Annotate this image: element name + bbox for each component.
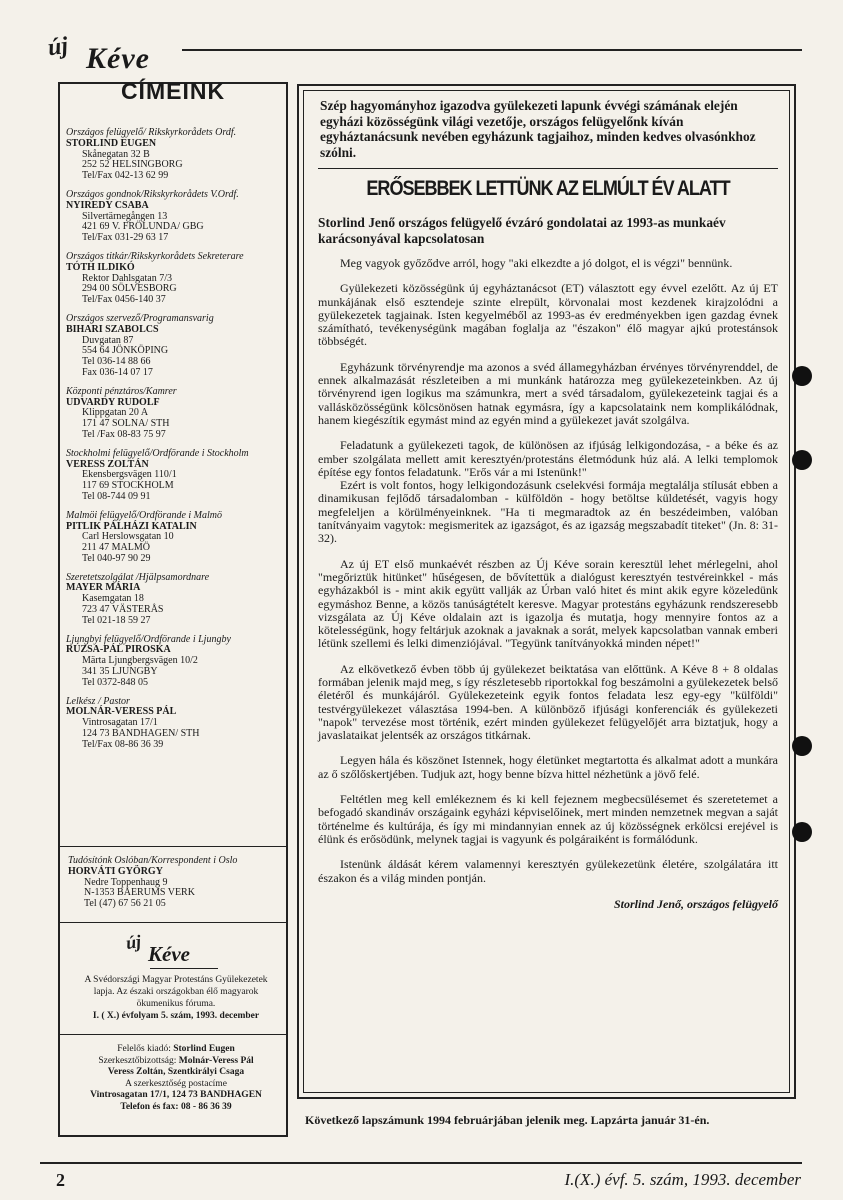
article-headline: ERŐSEBBEK LETTÜNK AZ ELMÚLT ÉV ALATT [366,177,730,201]
contact-address-line: Tel /Fax 08-83 75 97 [82,428,166,440]
article-paragraph: Feltétlen meg kell emlékeznem és ki kell fejeznem megbecsülésemet és szeretetemet a befogadó skandináv országaink egyházi képviselőinek, mert minden nemzetnek megvan a saját történelme és kultúrája, és így mi mindannyian ennek az új közösségnek erkölcsi erejével is élünk és erősödünk, melynek tagjai is vagyunk és polgáraiként is formálódunk. [318,792,778,846]
article-paragraph: Istenünk áldását kérem valamennyi keresztyén gyülekezetünk életére, szolgálatára itt északon és a világ minden pontján. [318,857,778,885]
article-paragraph: Egyházunk törvényrendje ma azonos a svéd államegyházban érvényes törvényrenddel, de ennek alkalmazását részleteiben a mi munkánk határozza meg gyülekezeteinkben. Az új törvényrend igen logikus ma számunkra, mert a svéd társadalom, gyülekezeteink tagjai és a vallásközösségünk kölcsönösen hatnak egymásra, így a kapcsolataink nem komplikálódnak, hanem kiegészítik egymást mind az egyén mind a gyülekezet javát szolgálva. [318,359,778,427]
page-number: 2 [56,1170,65,1190]
masthead-rule [182,49,802,51]
footer-rule [40,1162,802,1164]
article-subhead: Storlind Jenő országos felügyelő évzáró gondolatai az 1993-as munkaév karácsonyával kapcsolatosan [318,215,726,247]
contact-role: Lelkész / Pastor [66,695,130,707]
article-lead: Szép hagyományhoz igazodva gyülekezeti lapunk évvégi számának elején egyházi közösségünk világi vezetője, országos felügyelőnk kíván egyháztanácsunk nevében egyházunk tagjaihoz, minden kedves olvasónkhoz szólni. [320,98,756,160]
contact-address-line: Vintrosagatan 17/1 [82,717,158,729]
article-paragraph: Az elkövetkező évben több új gyülekezet beiktatása van előttünk. A Kéve 8 + 8 oldalas formában jelenik majd meg, s így részletesebb riportokkal fog beszámolni a gyülekezetek belső életéről és munkájáról. Gyülekezeteink egyik fontos feladata lesz egy-egy "külföldi" testvérgyülekezet választása 1994-ben. A különböző ifjúsági konferenciák és gyülekezeti "napok" tervezése most történik, ezért minden gyülekezet felügyelőjét arra biztatjuk, hogy a javaslataikat jelentsék az országos titkárnak. [318,661,778,743]
oslo-role: Tudósítónk Oslóban/Korrespondent i Oslo [68,855,238,866]
editorial-credits [64,1044,288,1114]
contact-address-line: 723 47 VÄSTERÅS [82,604,164,616]
contact-address-line: Duvgatan 87 [82,334,134,346]
contact-name: RÚZSA-PÁL PIROSKA [66,644,171,656]
contact-address-line: 294 00 SÖLVESBORG [82,283,177,295]
contact-name: BIHARI SZABOLCS [66,323,159,335]
contact-entry [66,697,290,751]
contact-address-line: 211 47 MALMÖ [82,542,150,554]
addresses-title: CÍMEINK [120,78,226,104]
credit-value: Veress Zoltán, Szentkirályi Csaga [107,1067,245,1078]
masthead-uj: új [46,32,70,62]
binder-hole-icon [792,736,812,756]
contact-entry [66,128,290,182]
contact-address-line: Märta Ljungbergsvägen 10/2 [82,655,198,667]
contact-role: Stockholmi felügyelő/Ordförande i Stockholm [66,447,249,459]
contact-name: NYIREDY CSABA [66,199,149,211]
credit-label: Szerkesztőbizottság: [98,1055,179,1066]
contact-entry [66,635,290,689]
masthead-keve: Kéve [86,42,150,75]
pubinfo-line: A Svédországi Magyar Protestáns Gyülekezetek [84,975,268,985]
contact-entry [66,314,290,379]
contact-name: TÓTH ILDIKÓ [66,261,135,273]
pubinfo-line: ökumenikus fóruma. [136,999,216,1009]
contact-role: Országos gondnok/Rikskyrkorådets V.Ordf. [66,188,239,200]
contact-address-line: Skånegatan 32 B [82,148,150,160]
article-body [318,257,778,885]
contact-address-line: Carl Herslowsgatan 10 [82,531,174,543]
contact-name: PITLIK PÁLHÁZI KATALIN [66,520,197,532]
credit-label: A szerkesztőség postacíme [125,1078,227,1089]
small-logo [124,932,224,972]
contact-name: VERESS ZOLTÁN [66,458,149,470]
binder-hole-icon [792,450,812,470]
next-issue-note: Következő lapszámunk 1994 februárjában jelenik meg. Lapzárta január 31-én. [305,1113,710,1127]
pubinfo-line: lapja. Az északi országokban élő magyarok [93,987,259,997]
article-paragraph: Az új ET első munkaévét részben az Új Kéve sorain keresztül lehet mérlegelni, ahol "megőriztük hitünket" hűségesen, de bővítettük a dialógust keresztyén testvéreinkkel - más egyházakból is - mint akik együtt vallják az Úrban való hitet és mint akik egyre közeledünk egymáshoz Benne, a közös tanúságtételt keresve. Magyar protestáns egyházunk rendszeresebb vizsgálata az Új Kéve oldalain azt is igazolja és mutatja, hogy mennyire fontos az a kötelességünk, hogy feltárjuk azoknak a javaknak a sorát, melyek kapcsolatban vannak emberi létünk szellemi és lelki dimenziójával. "Tegyünk tanítványokká minden népet!" [318,556,778,651]
contact-address-line: Tel 036-14 88 66 [82,356,151,368]
contact-entry [66,252,290,306]
contact-name: UDVARDY RUDOLF [66,396,160,408]
publication-info [64,974,288,1022]
article [318,98,778,912]
oslo-correspondent [68,856,288,910]
small-logo-rule [150,968,218,969]
contact-name: MAYER MÁRIA [66,582,141,594]
contact-address-line: Ekensbergsvägen 110/1 [82,469,177,481]
contact-role: Országos szervező/Programansvarig [66,312,214,324]
contact-name: MOLNÁR-VERESS PÁL [66,706,177,718]
article-paragraph: Feladatunk a gyülekezeti tagok, de különösen az ifjúság lelkigondozása, - a béke és az ember szolgálata mellett amit keresztyén/protestáns életmódunk húz alá. A lelki templomok építése egy fontos feladatunk. "Erős vár a mi Istenünk!" [318,438,778,479]
article-paragraph: Ezért is volt fontos, hogy lelkigondozásunk cselekvési formája megtalálja stílusát ebben a dinamikusan fejlődő társadalomban - külföldön - hogy betöltse küldetését, vagyis hogy megfeleljen a körülményeinknek. "Ha ti megmaradtok az én beszédeimben, valóban tanítványaim vagytok: megismeritek az igazságot, és az igazság megszabadít titeket" (Jn. 8: 31-32). [318,478,778,546]
credit-line [64,1056,288,1068]
contact-address-line: 252 52 HELSINGBORG [82,159,183,171]
credit-line [64,1090,288,1102]
contact-address-line: 421 69 V. FRÖLUNDA/ GBG [82,221,204,233]
article-paragraph: Legyen hála és köszönet Istennek, hogy életünket megtartotta és alkalmat adott a munkára az ő szőlőskertjében. Tudjuk azt, hogy benne bízva hittel nézhetünk a jövő felé. [318,753,778,781]
contact-address-line: Tel/Fax 0456-140 37 [82,294,166,306]
credit-value: Telefon és fax: 08 - 86 36 39 [120,1101,232,1112]
contact-role: Központi pénztáros/Kamrer [66,385,177,397]
contact-name: STORLIND EUGEN [66,137,157,149]
footer-issue: I.(X.) évf. 5. szám, 1993. december [564,1170,801,1189]
credit-label: Felelős kiadó: [117,1044,174,1054]
contact-role: Ljungbyi felügyelő/Ordförande i Ljungby [66,633,231,645]
binder-hole-icon [792,822,812,842]
contact-entry [66,511,290,565]
divider [60,922,286,923]
contact-address-line: Tel 021-18 59 27 [82,614,151,626]
divider [60,1034,286,1035]
oslo-addr-line: N-1353 BAERUMS VERK [84,887,195,899]
credit-value: Storlind Eugen [173,1044,235,1054]
contact-role: Malmöi felügyelő/Ordförande i Malmö [66,509,222,521]
binder-hole-icon [792,366,812,386]
article-paragraph: Meg vagyok győződve arról, hogy "aki elkezdte a jó dolgot, el is végzi" bennünk. [340,255,733,270]
credit-value: Vintrosagatan 17/1, 124 73 BANDHAGEN [90,1090,262,1101]
contact-address-line: Tel 08-744 09 91 [82,490,151,502]
credit-line [64,1067,288,1079]
contact-address-line: Tel 0372-848 05 [82,676,148,688]
masthead [42,34,802,74]
addresses-box [58,78,288,1137]
article-signature: Storlind Jenő, országos felügyelő [613,896,778,911]
contact-address-line: Rektor Dahlsgatan 7/3 [82,272,172,284]
contact-address-line: 554 64 JÖNKÖPING [82,345,169,357]
contact-address-line: Tel 040-97 90 29 [82,552,151,564]
credit-line [64,1102,288,1114]
small-logo-uj: új [124,931,143,953]
contact-role: Szeretetszolgálat /Hjälpsamordnare [66,571,210,583]
contact-address-line: Klippgatan 20 A [82,407,149,419]
contact-entry [66,573,290,627]
pubinfo-issue: I. ( X.) évfolyam 5. szám, 1993. december [92,1011,260,1021]
divider [60,846,286,847]
contact-address-line: 171 47 SOLNA/ STH [82,418,170,430]
contact-address-line: 117 69 STOCKHOLM [82,480,174,492]
credit-value: Molnár-Veress Pál [178,1055,254,1066]
contact-address-line: Kasemgatan 18 [82,593,144,605]
contact-entry [66,190,290,244]
contacts-list [66,128,290,759]
oslo-name: HORVÁTI GYÖRGY [68,865,163,877]
oslo-addr-line: Tel (47) 67 56 21 05 [84,898,166,910]
contact-address-line: Silvertärnegången 13 [82,210,168,222]
credit-line [64,1079,288,1091]
credit-line [64,1044,288,1056]
contact-address-line: Tel/Fax 08-86 36 39 [82,738,164,750]
contact-address-line: Tel/Fax 042-13 62 99 [82,170,169,182]
contact-address-line: 341 35 LJUNGBY [82,666,158,678]
contact-address-line: Tel/Fax 031-29 63 17 [82,232,169,244]
oslo-addr-line: Nedre Toppenhaug 9 [84,876,168,888]
lead-divider [318,168,778,169]
contact-role: Országos felügyelő/ Rikskyrkorådets Ordf. [66,127,237,138]
contact-entry [66,387,290,441]
contact-address-line: 124 73 BANDHAGEN/ STH [82,728,200,740]
article-paragraph: Gyülekezeti közösségünk új egyháztanácsot (ET) választott egy évvel ezelőtt. Az új ET munkájának első esztendeje szinte elrepült, körvonalai most kezdenek kirajzolódni a gyülekezetek tagjainak. Isten kegyelméből az 1993-as év eredményekben igen gazdag évnek számítható, tevékenységünk magában foglalja az "északon" élő magyar ajkú protestánsok többségét. [318,281,778,349]
contact-address-line: Fax 036-14 07 17 [82,366,153,378]
contact-entry [66,449,290,503]
small-logo-keve: Kéve [148,942,190,966]
contact-role: Országos titkár/Rikskyrkorådets Sekreterare [66,250,244,262]
